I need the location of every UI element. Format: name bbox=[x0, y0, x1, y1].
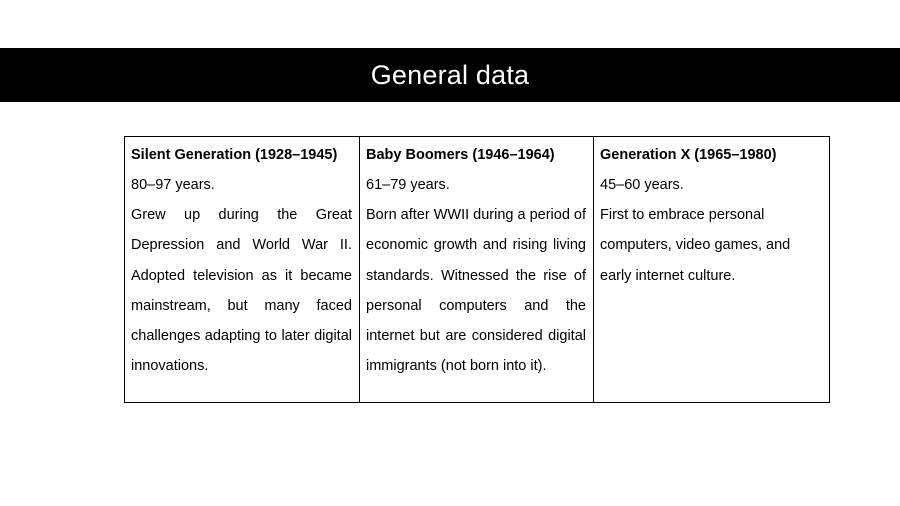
column-description: First to embrace personal computers, video games, and early internet culture. bbox=[600, 207, 791, 284]
slide-title: General data bbox=[370, 59, 530, 90]
table-cell-generation-x bbox=[594, 137, 830, 403]
column-heading: Baby Boomers (1946–1964) bbox=[366, 147, 555, 163]
table-cell-silent-generation bbox=[125, 137, 360, 403]
column-description: Born after WWII during a period of economic growth and rising living standards. Witnessed the rise of personal computers and the internet but are considered digital immigrants (not born into it). bbox=[366, 207, 587, 375]
age-range: 61–79 years. bbox=[366, 177, 450, 193]
age-range: 45–60 years. bbox=[600, 177, 684, 193]
age-range: 80–97 years. bbox=[131, 177, 215, 193]
column-description: Grew up during the Great Depression and World War II. Adopted television as it became mainstream, but many faced challenges adapting to later digital innovations. bbox=[131, 207, 352, 375]
title-bar bbox=[0, 48, 900, 102]
table-cell-baby-boomers bbox=[360, 137, 594, 403]
column-heading: Silent Generation (1928–1945) bbox=[131, 147, 338, 163]
column-heading: Generation X (1965–1980) bbox=[600, 147, 777, 163]
generations-table bbox=[124, 136, 830, 403]
table-row bbox=[125, 137, 830, 403]
